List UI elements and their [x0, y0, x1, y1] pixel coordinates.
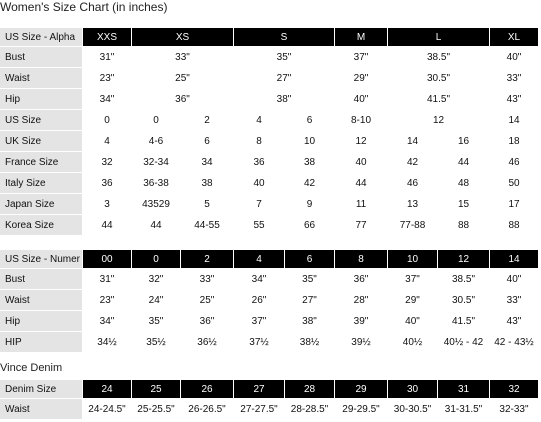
table-cell: 48 — [438, 173, 490, 194]
table-row — [0, 47, 539, 68]
table-cell: 44 — [132, 215, 181, 236]
row-label: Hip — [0, 89, 83, 110]
table-cell: 40" — [490, 47, 539, 68]
table-cell: 12 — [388, 110, 490, 131]
table-cell: 38.5" — [438, 269, 490, 290]
table-row — [0, 173, 539, 194]
table-cell: 88 — [490, 215, 539, 236]
table-cell: 26" — [234, 290, 285, 311]
table-cell: 38 — [285, 152, 335, 173]
table-cell: 2 — [181, 110, 234, 131]
table-cell: 14 — [490, 110, 539, 131]
table-cell: 40½ — [388, 332, 438, 353]
table-cell: 34" — [83, 89, 132, 110]
row-label: US Size - Alpha — [0, 28, 83, 47]
row-label: Waist — [0, 290, 83, 311]
table-cell: 43" — [490, 89, 539, 110]
table-cell: 66 — [285, 215, 335, 236]
size-header-cell: 2 — [181, 250, 234, 269]
table-cell: 12 — [335, 131, 388, 152]
size-header-cell: 10 — [388, 250, 438, 269]
table-cell: 34" — [83, 311, 132, 332]
table-row — [0, 194, 539, 215]
row-label: UK Size — [0, 131, 83, 152]
table-cell: 0 — [132, 110, 181, 131]
table-cell: 40" — [335, 89, 388, 110]
table-cell: 39½ — [335, 332, 388, 353]
denim-header-row — [0, 380, 539, 399]
table-cell: 37½ — [234, 332, 285, 353]
table-cell: 33" — [490, 68, 539, 89]
table-cell: 35" — [285, 269, 335, 290]
table-row — [0, 131, 539, 152]
table-cell: 0 — [83, 110, 132, 131]
table-cell: 28-28.5" — [285, 399, 335, 420]
table-cell: 24" — [132, 290, 181, 311]
row-label: Bust — [0, 47, 83, 68]
table-cell: 40" — [490, 269, 539, 290]
table-cell: 29" — [335, 68, 388, 89]
table-cell: 41.5" — [388, 89, 490, 110]
table-cell: 34 — [181, 152, 234, 173]
page-title: Women's Size Chart (in inches) — [0, 0, 168, 14]
table-cell: 55 — [234, 215, 285, 236]
table-cell: 36 — [234, 152, 285, 173]
table-cell: 30-30.5" — [388, 399, 438, 420]
size-header-cell: 26 — [181, 380, 234, 399]
table-cell: 37" — [234, 311, 285, 332]
size-header-cell: 28 — [285, 380, 335, 399]
table-cell: 3 — [83, 194, 132, 215]
table-cell: 46 — [490, 152, 539, 173]
table-row — [0, 110, 539, 131]
table-cell: 36" — [335, 269, 388, 290]
row-label: Hip — [0, 311, 83, 332]
table-cell: 88 — [438, 215, 490, 236]
alpha-size-table — [0, 28, 539, 236]
table-cell: 27" — [234, 68, 335, 89]
table-cell: 44 — [335, 173, 388, 194]
table-cell: 38" — [234, 89, 335, 110]
table-cell: 5 — [181, 194, 234, 215]
size-header-cell: 30 — [388, 380, 438, 399]
table-cell: 25" — [181, 290, 234, 311]
size-header-cell: 24 — [83, 380, 132, 399]
table-cell: 25" — [132, 68, 234, 89]
table-cell: 4 — [83, 131, 132, 152]
table-cell: 4 — [234, 110, 285, 131]
table-cell: 40½ - 42 — [438, 332, 490, 353]
size-header-cell: 27 — [234, 380, 285, 399]
table-cell: 23" — [83, 290, 132, 311]
table-cell: 42 - 43½ — [490, 332, 539, 353]
table-cell: 38.5" — [388, 47, 490, 68]
table-row — [0, 311, 539, 332]
table-cell: 38" — [285, 311, 335, 332]
table-cell: 17 — [490, 194, 539, 215]
size-header-cell: S — [234, 28, 335, 47]
size-header-cell: M — [335, 28, 388, 47]
size-header-cell: XXS — [83, 28, 132, 47]
table-cell: 46 — [388, 173, 438, 194]
table-cell: 11 — [335, 194, 388, 215]
table-cell: 36½ — [181, 332, 234, 353]
table-cell: 38½ — [285, 332, 335, 353]
table-cell: 44-55 — [181, 215, 234, 236]
table-cell: 40" — [388, 311, 438, 332]
table-cell: 39" — [335, 311, 388, 332]
table-cell: 23" — [83, 68, 132, 89]
table-cell: 37" — [388, 269, 438, 290]
table-cell: 36-38 — [132, 173, 181, 194]
table-cell: 28" — [335, 290, 388, 311]
size-header-cell: 29 — [335, 380, 388, 399]
row-label: US Size — [0, 110, 83, 131]
table-cell: 7 — [234, 194, 285, 215]
numeric-size-table — [0, 250, 539, 353]
table-cell: 31" — [83, 269, 132, 290]
table-row — [0, 332, 539, 353]
table-cell: 4-6 — [132, 131, 181, 152]
table-cell: 40 — [234, 173, 285, 194]
table-row — [0, 399, 539, 420]
size-header-cell: 8 — [335, 250, 388, 269]
table-cell: 35" — [234, 47, 335, 68]
table-cell: 77-88 — [388, 215, 438, 236]
row-label: Denim Size — [0, 380, 83, 399]
table-cell: 26-26.5" — [181, 399, 234, 420]
table-row — [0, 215, 539, 236]
row-label: Japan Size — [0, 194, 83, 215]
table-row — [0, 290, 539, 311]
size-header-cell: 25 — [132, 380, 181, 399]
table-cell: 38 — [181, 173, 234, 194]
table-cell: 29" — [388, 290, 438, 311]
size-header-cell: 4 — [234, 250, 285, 269]
row-label: Italy Size — [0, 173, 83, 194]
table-cell: 8 — [234, 131, 285, 152]
table-cell: 50 — [490, 173, 539, 194]
size-header-cell: 31 — [438, 380, 490, 399]
table-cell: 36" — [132, 89, 234, 110]
table-cell: 32 — [83, 152, 132, 173]
alpha-header-row — [0, 28, 539, 47]
table-cell: 37" — [335, 47, 388, 68]
table-cell: 24-24.5" — [83, 399, 132, 420]
table-cell: 8-10 — [335, 110, 388, 131]
table-cell: 30.5" — [438, 290, 490, 311]
table-cell: 36 — [83, 173, 132, 194]
table-cell: 44 — [83, 215, 132, 236]
table-row — [0, 269, 539, 290]
table-cell: 15 — [438, 194, 490, 215]
size-header-cell: 12 — [438, 250, 490, 269]
denim-size-table — [0, 380, 539, 420]
table-cell: 42 — [388, 152, 438, 173]
table-cell: 34" — [234, 269, 285, 290]
table-cell: 35" — [132, 311, 181, 332]
table-cell: 13 — [388, 194, 438, 215]
table-cell: 36" — [181, 311, 234, 332]
size-header-cell: 6 — [285, 250, 335, 269]
table-cell: 42 — [285, 173, 335, 194]
size-header-cell: 00 — [83, 250, 132, 269]
table-cell: 16 — [438, 131, 490, 152]
table-cell: 77 — [335, 215, 388, 236]
row-label: Bust — [0, 269, 83, 290]
table-cell: 18 — [490, 131, 539, 152]
numeric-header-row — [0, 250, 539, 269]
table-row — [0, 89, 539, 110]
row-label: HIP — [0, 332, 83, 353]
table-cell: 40 — [335, 152, 388, 173]
row-label: Waist — [0, 68, 83, 89]
row-label: Korea Size — [0, 215, 83, 236]
table-cell: 43" — [490, 311, 539, 332]
table-cell: 10 — [285, 131, 335, 152]
row-label: Waist — [0, 399, 83, 420]
table-cell: 30.5" — [388, 68, 490, 89]
table-cell: 6 — [285, 110, 335, 131]
size-header-cell: 0 — [132, 250, 181, 269]
table-row — [0, 68, 539, 89]
table-cell: 35½ — [132, 332, 181, 353]
table-cell: 44 — [438, 152, 490, 173]
size-header-cell: 32 — [490, 380, 539, 399]
section-title: Vince Denim — [0, 362, 63, 374]
table-cell: 32-34 — [132, 152, 181, 173]
table-cell: 32" — [132, 269, 181, 290]
table-cell: 27-27.5" — [234, 399, 285, 420]
table-cell: 9 — [285, 194, 335, 215]
table-cell: 31" — [83, 47, 132, 68]
row-label: US Size - Numer — [0, 250, 83, 269]
table-cell: 34½ — [83, 332, 132, 353]
table-cell: 14 — [388, 131, 438, 152]
table-cell: 33" — [490, 290, 539, 311]
table-cell: 33" — [181, 269, 234, 290]
table-cell: 25-25.5" — [132, 399, 181, 420]
table-cell: 33" — [132, 47, 234, 68]
size-header-cell: XS — [132, 28, 234, 47]
table-cell: 31-31.5" — [438, 399, 490, 420]
row-label: France Size — [0, 152, 83, 173]
table-cell: 29-29.5" — [335, 399, 388, 420]
size-header-cell: 14 — [490, 250, 539, 269]
table-cell: 6 — [181, 131, 234, 152]
size-header-cell: XL — [490, 28, 539, 47]
table-cell: 27" — [285, 290, 335, 311]
table-cell: 43529 — [132, 194, 181, 215]
table-cell: 41.5" — [438, 311, 490, 332]
size-header-cell: L — [388, 28, 490, 47]
table-row — [0, 152, 539, 173]
table-cell: 32-33" — [490, 399, 539, 420]
